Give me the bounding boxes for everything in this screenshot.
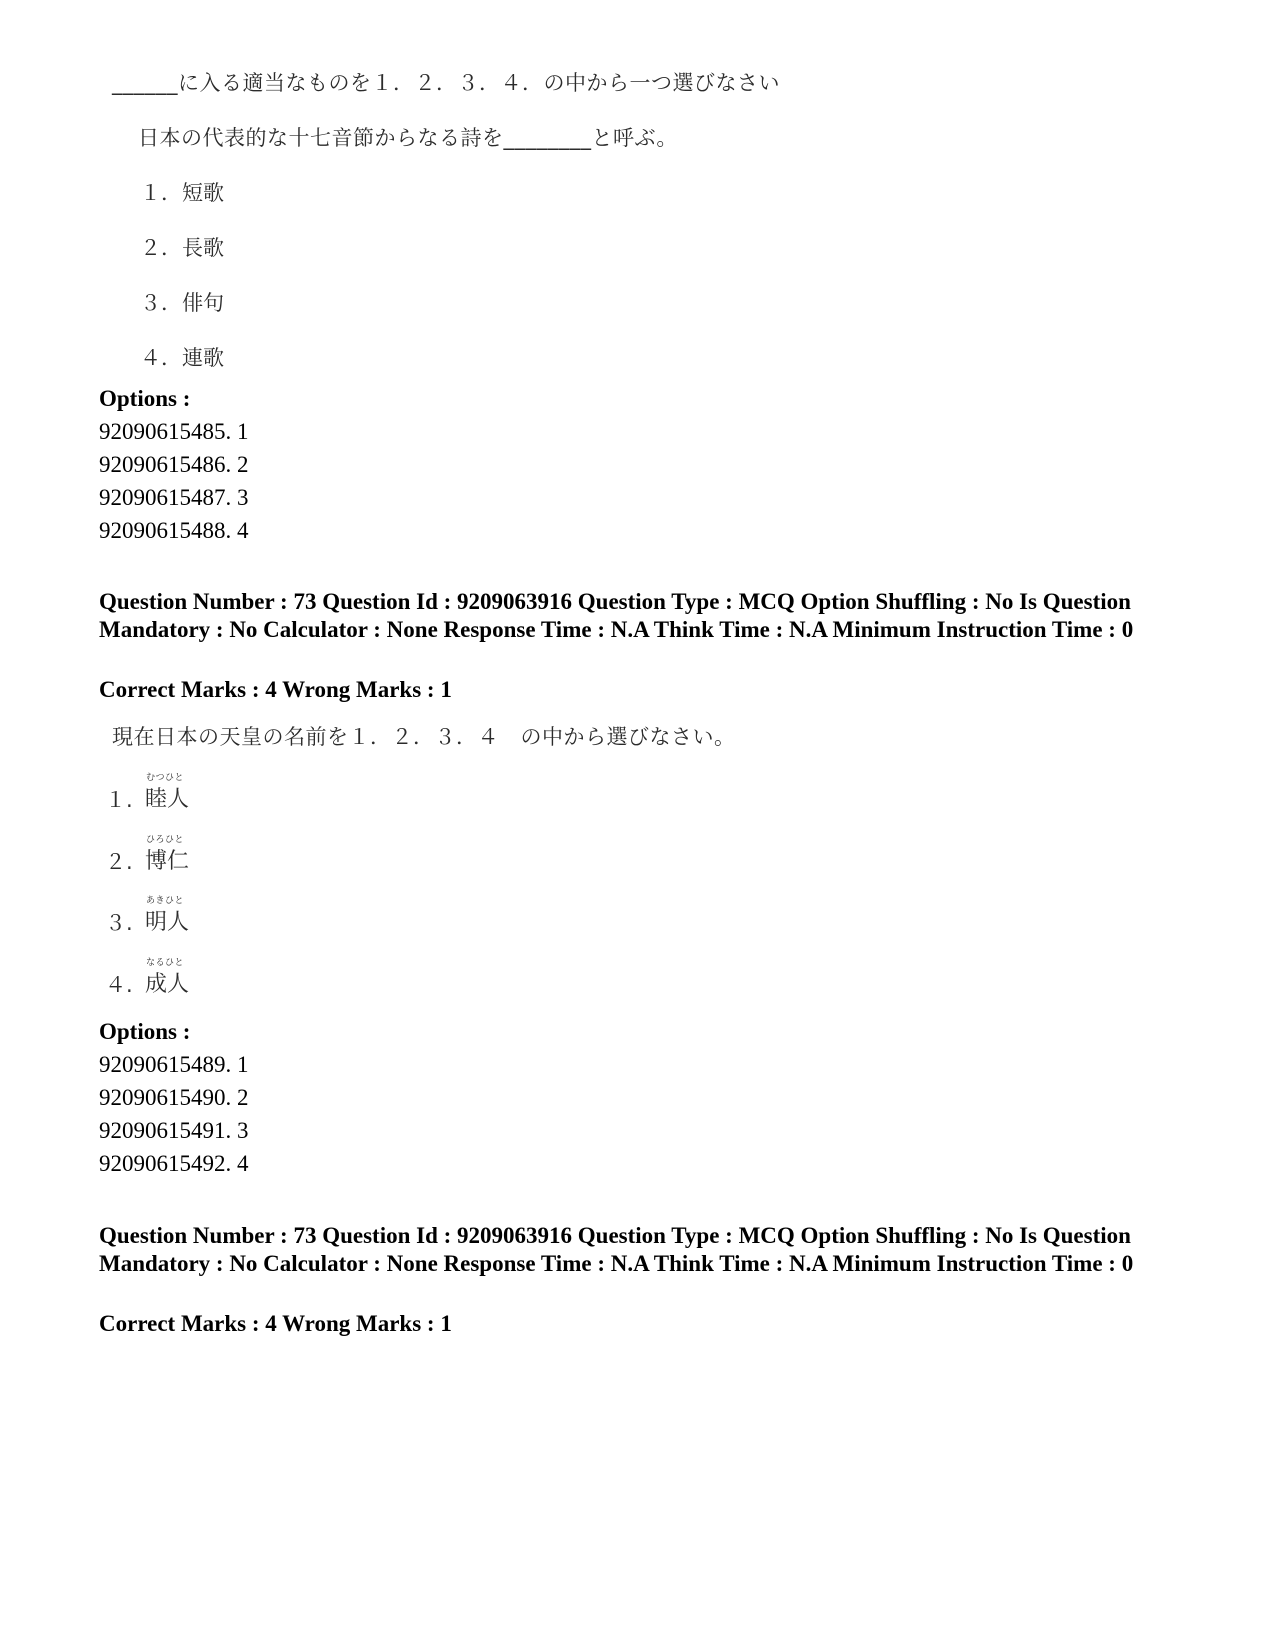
choice-kanji: 博仁 [145,849,190,874]
furigana: ひろひと [146,835,185,845]
q74-header: Question Number : 73 Question Id : 9209063916 Question Type : MCQ Option Shuffling : No Is Question Mandatory : No Calculator : None Response Time : N.A Think Time : N.A Minimum Instruction Time : 0 [99,1223,1134,1276]
q72-choice-3: ３．俳句 [140,291,224,315]
q72-options-label: Options : [99,386,191,411]
q73-instruction: 現在日本の天皇の名前を１．２．３．４ の中から選びなさい。 [112,725,736,749]
q73-option-4: 92090615492. 4 [99,1151,249,1176]
choice-kanji: 睦人 [145,787,190,812]
q72-option-2: 92090615486. 2 [99,452,249,477]
q73-option-1: 92090615489. 1 [99,1052,249,1077]
furigana: なるひと [146,958,185,968]
furigana: あきひと [146,896,185,906]
choice-kanji: 成人 [145,972,190,997]
q72-sentence: 日本の代表的な十七音節からなる詩を________と呼ぶ。 [138,126,678,150]
q73-marks: Correct Marks : 4 Wrong Marks : 1 [99,677,452,702]
q72-option-4: 92090615488. 4 [99,518,249,543]
q74-marks: Correct Marks : 4 Wrong Marks : 1 [99,1311,452,1336]
q73-header: Question Number : 73 Question Id : 9209063916 Question Type : MCQ Option Shuffling : No Is Question Mandatory : No Calculator : None Response Time : N.A Think Time : N.A Minimum Instruction Time : 0 [99,589,1134,642]
furigana: むつひと [146,773,185,783]
choice-number: １. [105,788,133,812]
choice-number: ４. [105,973,133,997]
q73-option-3: 92090615491. 3 [99,1118,249,1143]
q73-options-label: Options : [99,1019,191,1044]
choice-number: ３. [105,911,133,935]
q72-choice-1: １．短歌 [140,181,224,205]
q72-option-1: 92090615485. 1 [99,419,249,444]
choice-kanji: 明人 [145,910,190,935]
q72-choice-4: ４．連歌 [140,346,224,370]
choice-number: ２. [105,850,133,874]
q72-choice-2: ２．長歌 [140,236,224,260]
q73-option-2: 92090615490. 2 [99,1085,249,1110]
q72-option-3: 92090615487. 3 [99,485,249,510]
q72-instruction: ______に入る適当なものを１．２．３．４．の中から一つ選びなさい [112,71,780,95]
